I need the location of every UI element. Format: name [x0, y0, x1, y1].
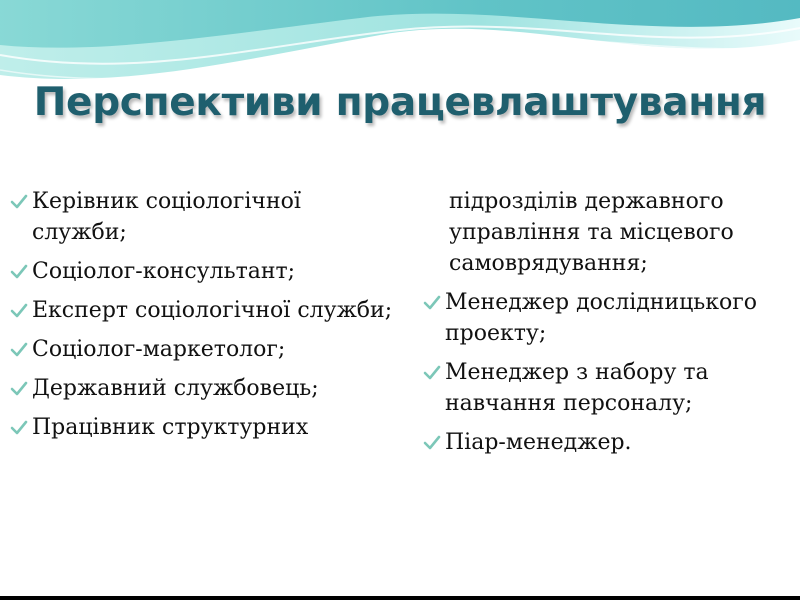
list-item-text: Менеджер з набору та навчання персоналу; — [445, 360, 709, 416]
list-item — [10, 256, 400, 287]
checkmark-icon — [10, 380, 28, 398]
list-item-text: Керівник соціологічної служби; — [32, 189, 301, 245]
list-item-text: Соціолог-маркетолог; — [32, 337, 286, 362]
checkmark-icon — [423, 294, 441, 312]
checkmark-icon — [10, 263, 28, 281]
list-item — [10, 373, 400, 404]
list-item-text: Менеджер дослідницького проекту; — [445, 290, 757, 346]
list-item-text: Державний службовець; — [32, 376, 319, 401]
list-item-text: Працівник структурних — [32, 415, 309, 440]
checkmark-icon — [10, 419, 28, 437]
list-item — [423, 427, 793, 458]
list-item — [10, 186, 400, 248]
left-column-list — [10, 186, 400, 451]
checkmark-icon — [423, 434, 441, 452]
list-item — [423, 357, 793, 419]
list-item — [10, 412, 400, 443]
list-item-text: Соціолог-консультант; — [32, 259, 296, 284]
list-item-text: Піар-менеджер. — [445, 430, 632, 455]
right-column-list — [423, 186, 793, 466]
list-item-continuation — [423, 186, 793, 279]
list-item-text: підрозділів державного управління та місцевого самоврядування; — [449, 189, 734, 276]
checkmark-icon — [10, 302, 28, 320]
list-item — [10, 334, 400, 365]
list-item — [10, 295, 400, 326]
checkmark-icon — [423, 364, 441, 382]
list-item-text: Експерт соціологічної служби; — [32, 298, 393, 323]
bottom-border — [0, 596, 800, 600]
checkmark-icon — [10, 193, 28, 211]
checkmark-icon — [10, 341, 28, 359]
slide-title: Перспективи працевлаштування — [33, 80, 767, 125]
list-item — [423, 287, 793, 349]
